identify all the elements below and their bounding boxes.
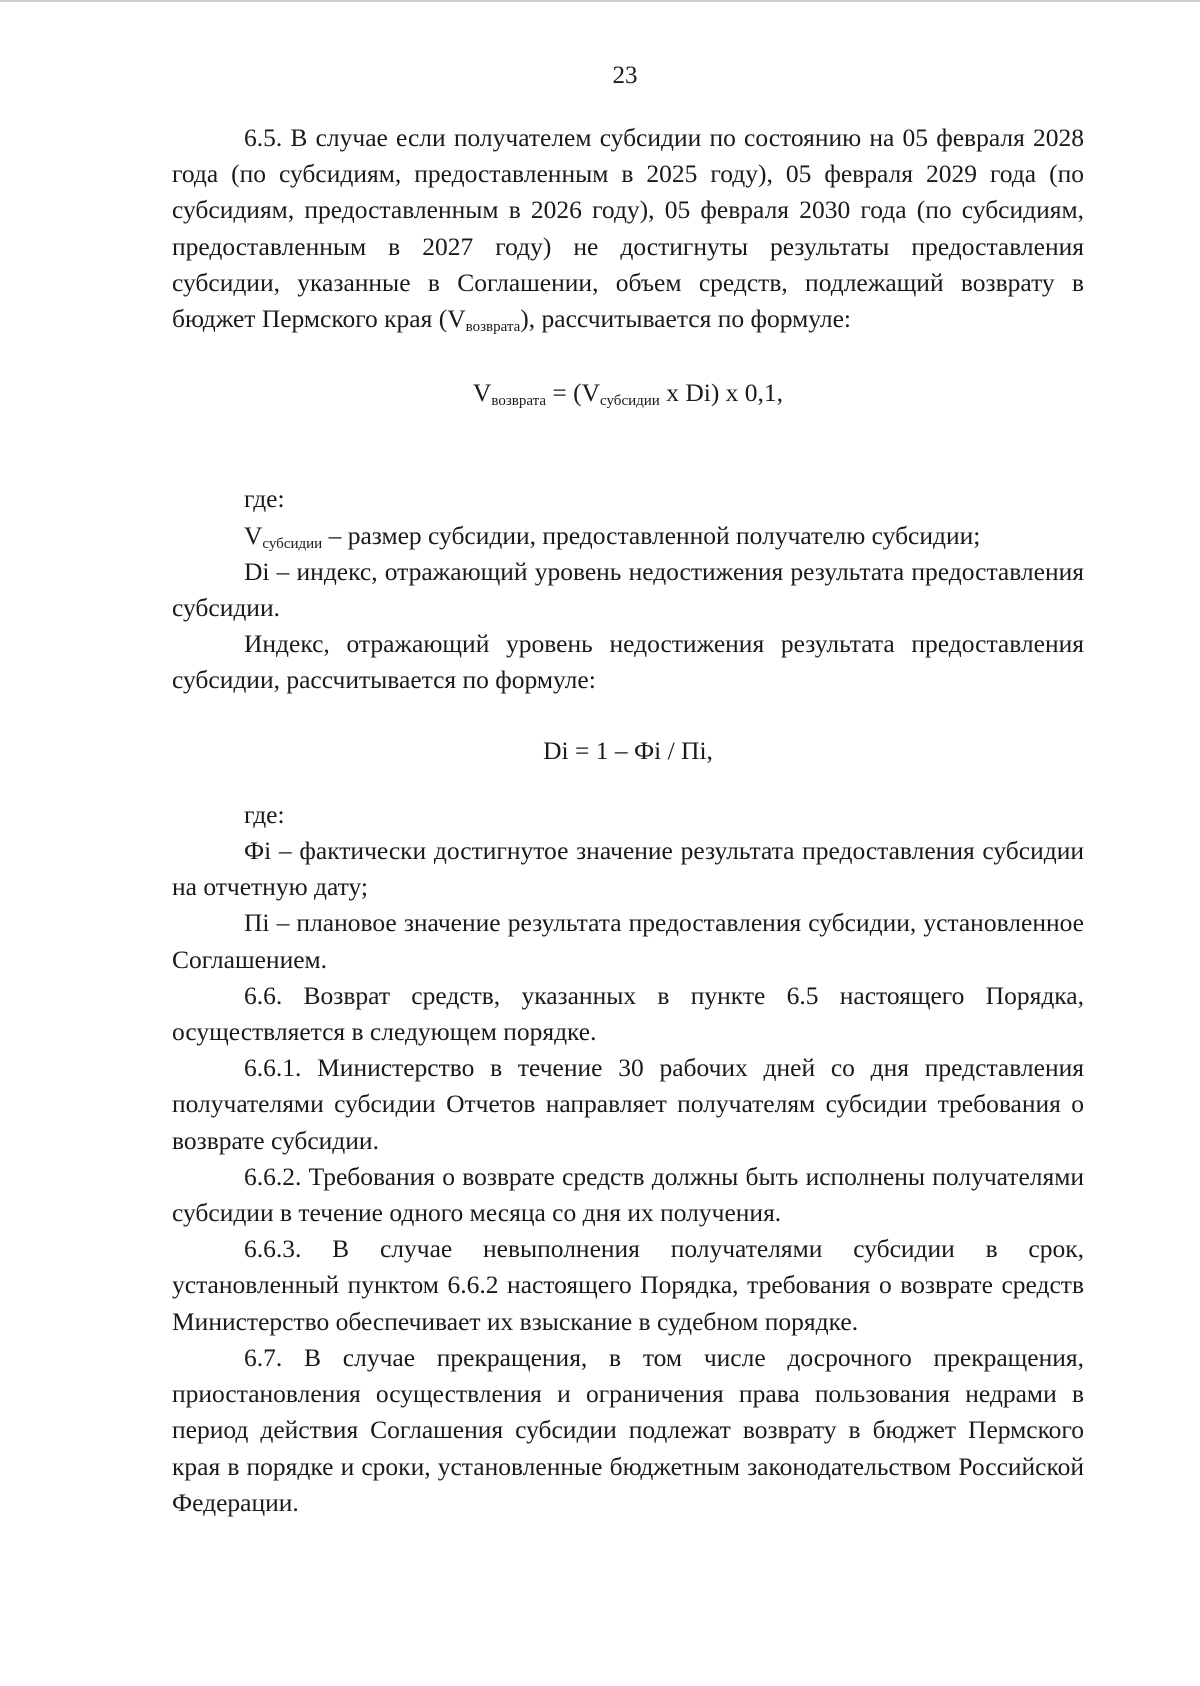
where-label-1: где:: [244, 484, 285, 514]
definition-di: Di – индекс, отражающий уровень недостижения результата предоставления субсидии.: [172, 556, 1084, 623]
paragraph-6-6-2: 6.6.2. Требования о возврате средств должны быть исполнены получателями субсидии в течение одного месяца со дня их получения.: [172, 1161, 1084, 1228]
def-v-letter: V: [244, 520, 263, 550]
formula-sub-return: возврата: [491, 393, 546, 410]
def-v-text: – размер субсидии, предоставленной получателю субсидии;: [322, 520, 981, 550]
formula-mid: = (V: [546, 378, 601, 408]
formula-v-return: [172, 375, 1084, 411]
page-number: 23: [612, 62, 638, 89]
v-return-subscript: возврата: [465, 319, 521, 336]
index-paragraph: Индекс, отражающий уровень недостижения результата предоставления субсидии, рассчитывается по формуле:: [172, 629, 1084, 695]
paragraph-6-5: [172, 120, 1084, 337]
formula-sub-subsidy: субсидии: [600, 393, 660, 410]
definition-fi: Фi – фактически достигнутое значение результата предоставления субсидии на отчетную дату;: [172, 836, 1084, 902]
paragraph-6-5-text: 6.5. В случае если получателем субсидии по состоянию на 05 февраля 2028 года (по субсидиям, предоставленным в 2025 году), 05 февраля 2029 года (по субсидиям, предоставленным в 2026 году), 05 февраля 2030 года (по субсидиям, предоставленным в 2027 году) не достигнуты результаты предоставления субсидии, указанные в Соглашении, объем средств, подлежащий возврату в бюджет Пермского края (V: [172, 123, 1084, 334]
definition-pi: Пi – плановое значение результата предоставления субсидии, установленное Соглашением.: [172, 908, 1084, 974]
paragraph-6-7: 6.7. В случае прекращения, в том числе досрочного прекращения, приостановления осуществления и ограничения права пользования недрами в период действия Соглашения субсидии подлежат возврату в бюджет Пермского края в порядке и сроки, установленные бюджетным законодательством Российской Федерации.: [172, 1342, 1084, 1517]
def-v-subscript: субсидии: [262, 535, 323, 552]
paragraph-6-6-1: 6.6.1. Министерство в течение 30 рабочих дней со дня представления получателями субсидии Отчетов направляет получателям субсидии требования о возврате субсидии.: [172, 1053, 1084, 1155]
where-label-2: где:: [244, 799, 285, 829]
document-body: [172, 120, 1084, 1521]
definition-v-subsidy: [172, 518, 1084, 554]
paragraph-6-6-3: 6.6.3. В случае невыполнения получателями субсидии в срок, установленный пунктом 6.6.2 настоящего Порядка, требования о возврате средств Министерство обеспечивает их взыскание в судебном порядке.: [172, 1234, 1084, 1336]
formula-v: V: [472, 378, 492, 408]
scan-edge: [0, 0, 1200, 2]
paragraph-6-5-tail: ), рассчитывается по формуле:: [520, 304, 851, 334]
formula-tail: x Di) x 0,1,: [659, 378, 784, 408]
formula-di: Di = 1 – Фi / Пi,: [543, 735, 713, 765]
paragraph-6-6: 6.6. Возврат средств, указанных в пункте 6.5 настоящего Порядка, осуществляется в следующем порядке.: [172, 980, 1084, 1047]
